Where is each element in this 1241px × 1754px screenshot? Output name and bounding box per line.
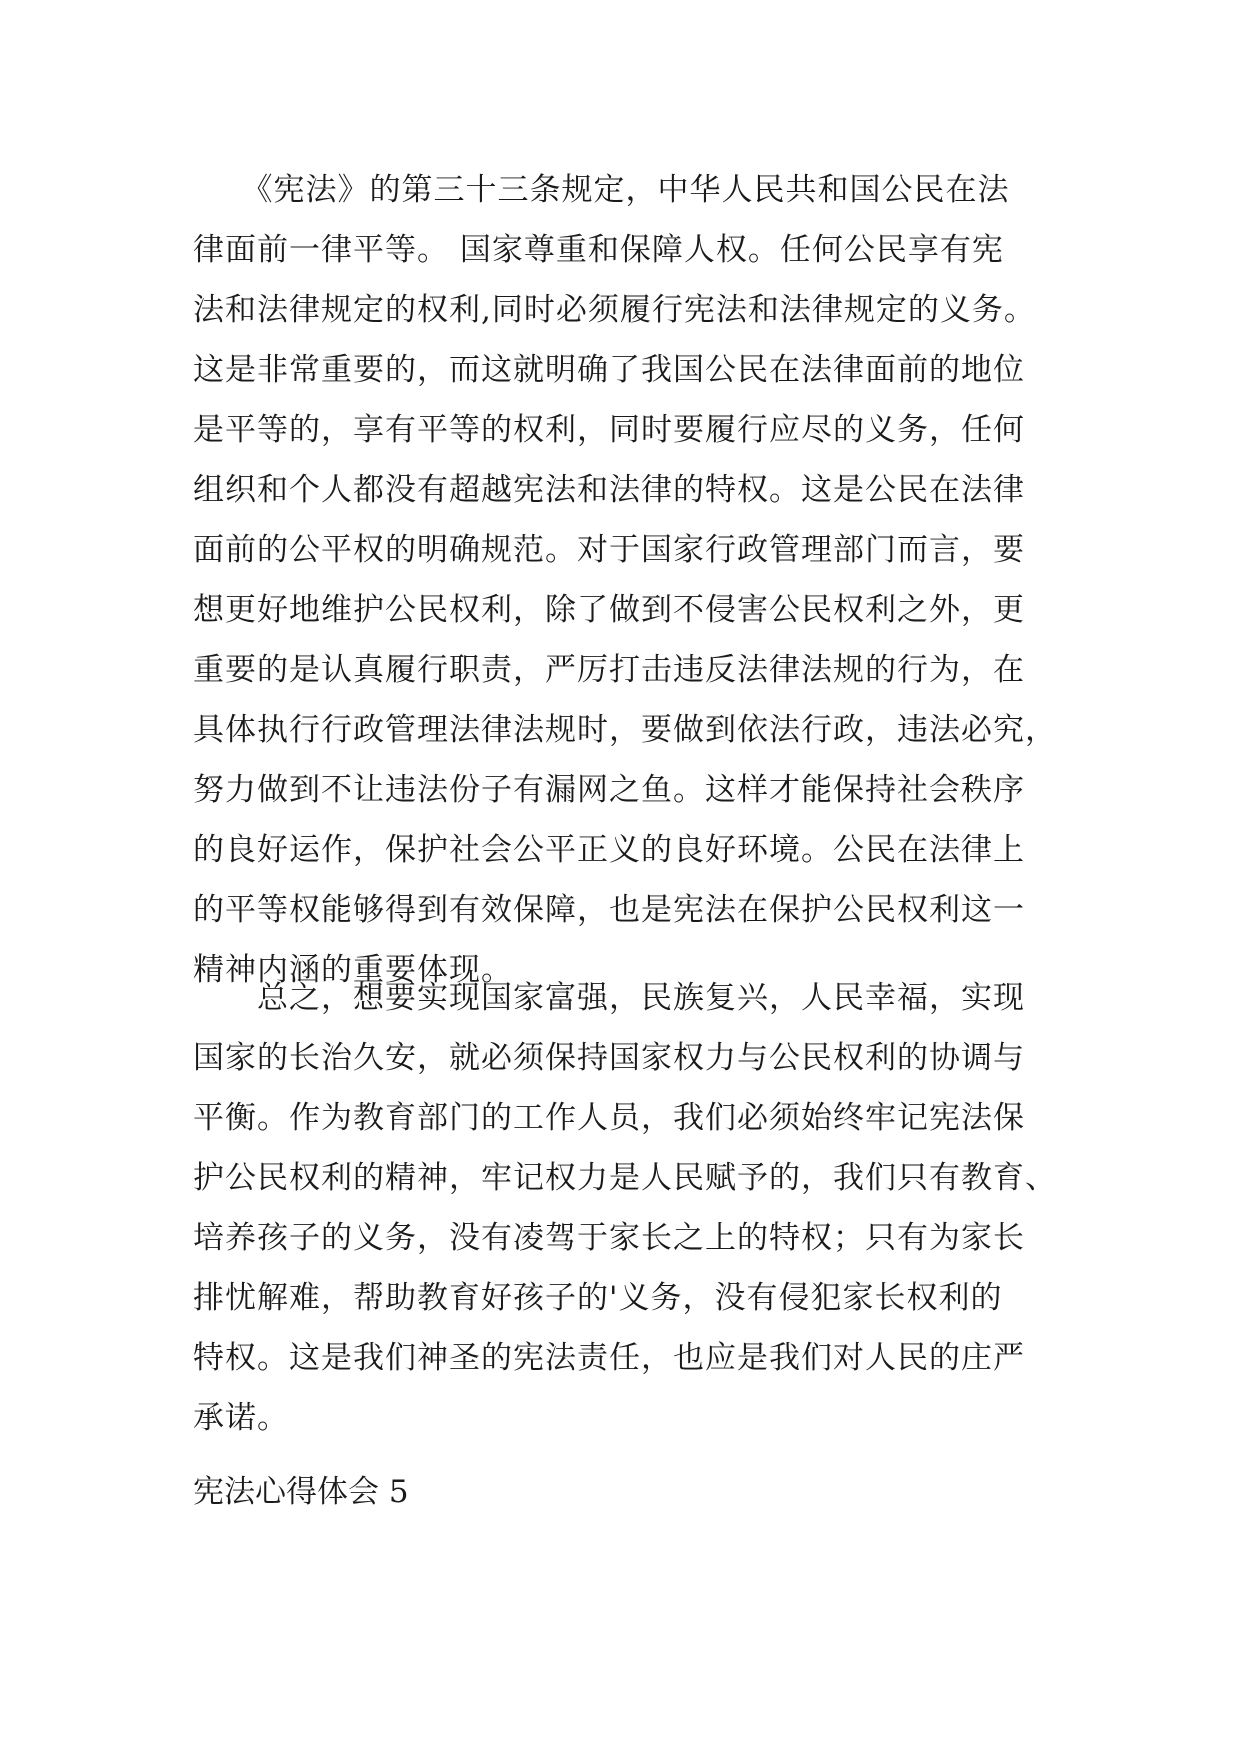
text-line: 想更好地维护公民权利，除了做到不侵害公民权利之外，更 <box>193 592 1025 628</box>
text-line: 具体执行行政管理法律法规时，要做到依法行政，违法必究， <box>193 712 1057 748</box>
text-line: 这是非常重要的，而这就明确了我国公民在法律面前的地位 <box>193 352 1025 388</box>
text-line: 国家的长治久安，就必须保持国家权力与公民权利的协调与 <box>193 1040 1025 1076</box>
text-line: 培养孩子的义务，没有凌驾于家长之上的特权；只有为家长 <box>193 1220 1025 1256</box>
paragraph-conclusion <box>193 968 1057 1448</box>
text-line: 精神内涵的重要体现。 <box>193 952 513 988</box>
text-line: 面前的公平权的明确规范。对于国家行政管理部门而言，要 <box>193 532 1025 568</box>
text-line: 律面前一律平等。 国家尊重和保障人权。任何公民享有宪 <box>193 232 1004 268</box>
text-line: 护公民权利的精神，牢记权力是人民赋予的，我们只有教育、 <box>193 1160 1057 1196</box>
text-line: 承诺。 <box>193 1400 289 1436</box>
text-line: 的良好运作，保护社会公平正义的良好环境。公民在法律上 <box>193 832 1025 868</box>
text-line: 法和法律规定的权利,同时必须履行宪法和法律规定的义务。 <box>193 292 1036 328</box>
text-line: 《宪法》的第三十三条规定，中华人民共和国公民在法 <box>193 172 1010 208</box>
text-line: 组织和个人都没有超越宪法和法律的特权。这是公民在法律 <box>193 472 1025 508</box>
text-line: 特权。这是我们神圣的宪法责任，也应是我们对人民的庄严 <box>193 1340 1025 1376</box>
text-line: 努力做到不让违法份子有漏网之鱼。这样才能保持社会秩序 <box>193 772 1025 808</box>
text-line: 平衡。作为教育部门的工作人员，我们必须始终牢记宪法保 <box>193 1100 1025 1136</box>
text-line: 重要的是认真履行职责，严厉打击违反法律法规的行为，在 <box>193 652 1025 688</box>
text-line: 的平等权能够得到有效保障，也是宪法在保护公民权利这一 <box>193 892 1025 928</box>
text-line: 是平等的，享有平等的权利，同时要履行应尽的义务，任何 <box>193 412 1025 448</box>
text-line: 总之，想要实现国家富强，民族复兴，人民幸福，实现 <box>193 980 1025 1016</box>
section-heading: 宪法心得体会 5 <box>193 1474 409 1510</box>
text-line: 排忧解难，帮助教育好孩子的'义务，没有侵犯家长权利的 <box>193 1280 1003 1316</box>
paragraph-constitution-article-33 <box>193 160 1057 1000</box>
